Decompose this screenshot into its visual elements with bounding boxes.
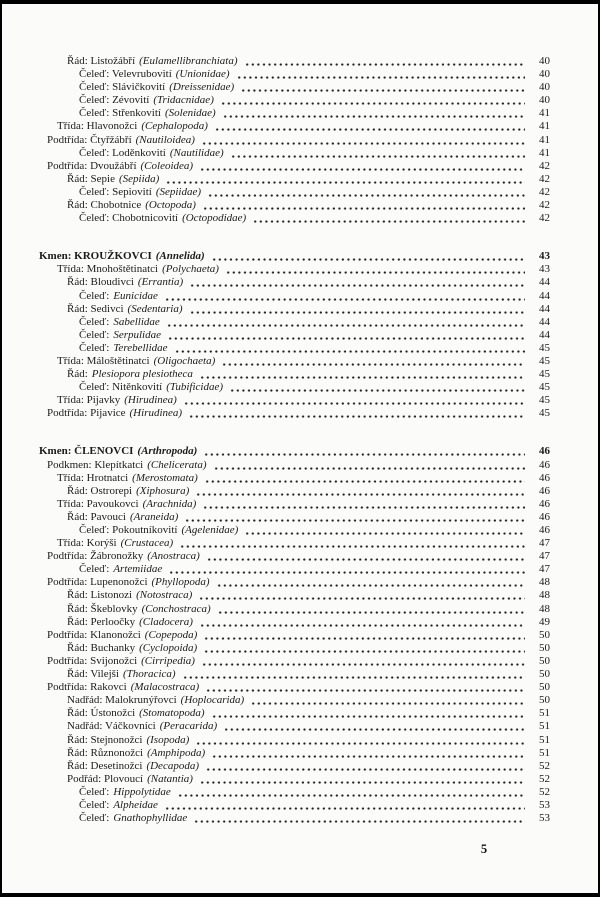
toc-entry-latin-name: (Cladocera) <box>139 615 193 628</box>
toc-entry-rank-and-name: Podtřída: Rakovci <box>47 681 127 694</box>
toc-entry-rank-and-name: Podtřída: Svijonožci <box>47 654 138 667</box>
dot-leader <box>202 134 525 147</box>
dot-leader <box>221 94 525 107</box>
dot-leader <box>207 550 525 563</box>
toc-entry-page-number: 45 <box>539 368 550 381</box>
toc-entry-page-number: 45 <box>539 381 550 394</box>
dot-leader <box>206 681 525 694</box>
toc-entry-latin-name: (Sepiidae) <box>155 185 202 198</box>
toc-entry-latin-name: (Annelida) <box>155 250 205 263</box>
toc-entry-latin-name: (Nautiloidea) <box>135 133 195 146</box>
dot-leader <box>183 668 525 681</box>
toc-entry-rank-and-name: Řád: Stejnonožci <box>67 733 143 746</box>
toc-entry-page-number: 45 <box>539 341 550 354</box>
toc-entry-latin-name: (Amphipoda) <box>147 746 206 759</box>
toc-entry-latin-name: (Oligochaeta) <box>153 354 216 367</box>
toc-entry-page-number: 53 <box>539 798 550 811</box>
toc-entry-page-number: 50 <box>539 641 550 654</box>
toc-entry-page-number: 47 <box>539 537 550 550</box>
dot-leader <box>204 642 525 655</box>
toc-entry-rank-and-name: Čeleď: <box>79 812 110 825</box>
toc-entry-rank-and-name: Řád: Sepie <box>67 172 115 185</box>
toc-row <box>67 303 550 316</box>
toc-entry-rank-and-name: Čeleď: Zévovití <box>79 94 150 107</box>
toc-entry-page-number: 46 <box>539 445 550 458</box>
toc-entry-page-number: 47 <box>539 563 550 576</box>
toc-row <box>79 381 550 394</box>
toc-entry-page-number: 45 <box>539 354 550 367</box>
toc-entry-latin-name: (Araneida) <box>129 510 179 523</box>
toc-entry-latin-name: (Decapoda) <box>146 759 199 772</box>
dot-leader <box>185 511 525 524</box>
dot-leader <box>202 655 525 668</box>
toc-row <box>67 616 550 629</box>
toc-row <box>47 134 550 147</box>
toc-entry-latin-name: (Natantia) <box>147 772 193 785</box>
toc-entry-rank-and-name: Čeleď: Nitěnkovití <box>79 381 163 394</box>
toc-entry-rank-and-name: Řád: Vilejši <box>67 668 119 681</box>
dot-leader <box>200 160 525 173</box>
dot-leader <box>206 760 525 773</box>
toc-row <box>67 760 550 773</box>
toc-entry-rank-and-name: Nadřád: Váčkovníci <box>67 720 156 733</box>
toc-entry-rank-and-name: Čeleď: <box>79 785 110 798</box>
toc-entry-page-number: 40 <box>539 81 550 94</box>
toc-entry-latin-name: (Hoplocarida) <box>180 694 245 707</box>
toc-entry-latin-name: (Phyllopoda) <box>151 576 210 589</box>
toc-entry-latin-name: (Sepiida) <box>118 172 160 185</box>
toc-row <box>79 786 550 799</box>
toc-entry-rank-and-name: Řád: Škeblovky <box>67 602 138 615</box>
toc-entry-rank-and-name: Řád: Bloudivci <box>67 276 134 289</box>
toc-entry-latin-name: Terebellidae <box>113 341 168 354</box>
dot-leader <box>196 485 525 498</box>
toc-entry-rank-and-name: Řád: Chobotnice <box>67 199 142 212</box>
toc-row <box>67 707 550 720</box>
toc-entry-rank-and-name: Řád: <box>67 368 88 381</box>
dot-leader <box>203 199 525 212</box>
dot-leader <box>199 589 525 602</box>
page-background <box>2 4 598 893</box>
toc-entry-rank-and-name: Řád: Listonozi <box>67 589 133 602</box>
dot-leader <box>180 537 525 550</box>
toc-entry-page-number: 51 <box>539 720 550 733</box>
toc-entry-rank-and-name: Čeleď: <box>79 289 110 302</box>
toc-entry-latin-name: (Malacostraca) <box>130 681 200 694</box>
toc-entry-page-number: 42 <box>539 199 550 212</box>
toc-entry-latin-name: (Chelicerata) <box>147 458 207 471</box>
toc-row <box>57 355 550 368</box>
toc-entry-page-number: 41 <box>539 133 550 146</box>
dot-leader <box>194 812 525 825</box>
dot-leader <box>212 707 525 720</box>
toc-entry-page-number: 46 <box>539 484 550 497</box>
toc-entry-latin-name: (Conchostraca) <box>141 602 211 615</box>
dot-leader <box>224 720 525 733</box>
toc-entry-latin-name: Hippolytidae <box>113 785 171 798</box>
dot-leader <box>200 368 525 381</box>
toc-entry-page-number: 45 <box>539 394 550 407</box>
toc-entry-latin-name: Alpheidae <box>113 798 158 811</box>
toc-entry-page-number: 46 <box>539 524 550 536</box>
toc-row <box>67 773 550 786</box>
toc-entry-latin-name: (Hirudinea) <box>124 394 177 407</box>
toc-entry-rank-and-name: Kmen: ČLENOVCI <box>39 445 134 458</box>
toc-entry-latin-name: (Peracarida) <box>159 720 218 733</box>
toc-entry-page-number: 42 <box>539 185 550 198</box>
toc-entry-rank-and-name: Čeleď: <box>79 328 110 341</box>
toc-entry-page-number: 44 <box>539 289 550 302</box>
toc-row <box>47 160 550 173</box>
toc-entry-page-number: 44 <box>539 302 550 315</box>
toc-entry-latin-name: (Arthropoda) <box>137 445 198 458</box>
toc-row <box>67 199 550 212</box>
toc-entry-rank-and-name: Řád: Ostrorepi <box>67 484 133 497</box>
toc-entry-rank-and-name: Řád: Různonožci <box>67 746 144 759</box>
toc-row <box>79 186 550 199</box>
toc-entry-rank-and-name: Čeleď: <box>79 798 110 811</box>
toc-entry-latin-name: (Eulamellibranchiata) <box>139 55 238 67</box>
dot-leader <box>245 524 525 537</box>
toc-entry-latin-name: (Anostraca) <box>147 550 200 563</box>
dot-leader <box>167 316 525 329</box>
toc-row <box>57 472 550 485</box>
toc-entry-rank-and-name: Řád: Sedivci <box>67 302 124 315</box>
toc-entry-latin-name: (Cirripedia) <box>141 654 195 667</box>
toc-entry-rank-and-name: Čeleď: Pokoutníkovití <box>79 524 178 536</box>
toc-row <box>79 329 550 342</box>
toc-entry-page-number: 52 <box>539 785 550 798</box>
toc-row <box>79 212 550 225</box>
dot-leader <box>204 629 525 642</box>
toc-entry-page-number: 49 <box>539 615 550 628</box>
toc-list <box>39 55 550 825</box>
toc-entry-latin-name: Eunicidae <box>113 289 158 302</box>
toc-entry-page-number: 51 <box>539 733 550 746</box>
toc-entry-page-number: 40 <box>539 55 550 67</box>
dot-leader <box>253 212 525 225</box>
toc-row <box>79 94 550 107</box>
toc-entry-rank-and-name: Čeleď: Velevrubovití <box>79 68 172 81</box>
dot-leader <box>217 576 525 589</box>
toc-row <box>79 81 550 94</box>
toc-entry-rank-and-name: Třída: Pavoukovci <box>57 497 139 510</box>
dot-leader <box>200 616 525 629</box>
toc-entry-page-number: 51 <box>539 707 550 720</box>
toc-entry-rank-and-name: Čeleď: <box>79 315 110 328</box>
toc-row <box>47 681 550 694</box>
dot-leader <box>212 250 525 263</box>
toc-entry-rank-and-name: Kmen: KROUŽKOVCI <box>39 250 152 263</box>
toc-row <box>57 537 550 550</box>
toc-entry-latin-name: (Arachnida) <box>142 497 197 510</box>
toc-row <box>79 812 550 825</box>
toc-entry-latin-name: (Merostomata) <box>132 471 198 484</box>
toc-entry-latin-name: (Dreissenidae) <box>169 81 235 94</box>
dot-leader <box>205 472 525 485</box>
dot-leader <box>190 276 525 289</box>
toc-entry-latin-name: Plesiopora plesiotheca <box>91 368 193 381</box>
dot-leader <box>178 786 525 799</box>
toc-row <box>79 342 550 355</box>
toc-entry-rank-and-name: Třída: Mnohoštětinatci <box>57 263 159 276</box>
toc-entry-page-number: 44 <box>539 328 550 341</box>
dot-leader <box>208 186 525 199</box>
toc-entry-page-number: 43 <box>539 263 550 276</box>
toc-entry-latin-name: (Agelenidae) <box>181 524 239 536</box>
dot-leader <box>241 81 525 94</box>
toc-entry-page-number: 52 <box>539 772 550 785</box>
toc-entry-page-number: 50 <box>539 681 550 694</box>
toc-entry-page-number: 50 <box>539 668 550 681</box>
toc-entry-latin-name: (Xiphosura) <box>136 484 190 497</box>
dot-leader <box>200 773 525 786</box>
toc-entry-latin-name: Sabellidae <box>113 315 160 328</box>
toc-entry-page-number: 41 <box>539 107 550 120</box>
dot-leader <box>214 459 526 472</box>
toc-entry-page-number: 52 <box>539 759 550 772</box>
toc-entry-page-number: 48 <box>539 576 550 589</box>
toc-entry-rank-and-name: Čeleď: <box>79 341 110 354</box>
toc-row <box>79 290 550 303</box>
toc-entry-rank-and-name: Třída: Pijavky <box>57 394 121 407</box>
toc-entry-latin-name: (Unionidae) <box>175 68 230 81</box>
dot-leader <box>222 355 525 368</box>
toc-entry-rank-and-name: Řád: Listožábří <box>67 55 136 67</box>
toc-entry-rank-and-name: Podtřída: Žábronožky <box>47 550 144 563</box>
toc-entry-latin-name: Artemiidae <box>113 563 163 576</box>
toc-entry-latin-name: Gnathophyllidae <box>113 812 188 825</box>
toc-row <box>79 563 550 576</box>
toc-entry-rank-and-name: Řád: Pavouci <box>67 510 126 523</box>
toc-entry-rank-and-name: Podkmen: Klepítkatci <box>47 458 144 471</box>
dot-leader <box>175 342 525 355</box>
dot-leader <box>184 394 525 407</box>
toc-entry-page-number: 48 <box>539 602 550 615</box>
toc-row <box>79 316 550 329</box>
toc-row <box>67 603 550 616</box>
toc-entry-latin-name: (Cephalopoda) <box>141 120 208 133</box>
page-number: 5 <box>480 842 488 856</box>
toc-entry-rank-and-name: Podtřída: Dvoužábří <box>47 159 137 172</box>
toc-row <box>47 550 550 563</box>
dot-leader <box>190 303 525 316</box>
toc-entry-rank-and-name: Podtřída: Lupenonožci <box>47 576 148 589</box>
toc-entry-rank-and-name: Třída: Hlavonožci <box>57 120 138 133</box>
toc-entry-latin-name: (Cyclopoida) <box>139 641 198 654</box>
dot-leader <box>166 173 525 186</box>
dot-leader <box>251 694 525 707</box>
toc-entry-rank-and-name: Čeleď: Chobotnicovití <box>79 212 179 225</box>
toc-row <box>47 576 550 589</box>
toc-entry-page-number: 45 <box>539 407 550 420</box>
dot-leader <box>245 55 526 68</box>
toc-entry-page-number: 53 <box>539 812 550 825</box>
toc-entry-rank-and-name: Řád: Buchanky <box>67 641 136 654</box>
toc-entry-page-number: 50 <box>539 654 550 667</box>
toc-entry-rank-and-name: Řád: Perloočky <box>67 615 136 628</box>
toc-entry-latin-name: (Polychaeta) <box>162 263 219 276</box>
toc-entry-page-number: 43 <box>539 250 550 263</box>
toc-row <box>79 147 550 160</box>
toc-entry-page-number: 44 <box>539 315 550 328</box>
toc-entry-rank-and-name: Čeleď: Loděnkovití <box>79 146 166 159</box>
toc-entry-page-number: 46 <box>539 471 550 484</box>
toc-row <box>79 524 550 537</box>
toc-entry-latin-name: (Sedentaria) <box>127 302 183 315</box>
toc-entry-latin-name: (Copepoda) <box>144 628 198 641</box>
toc-entry-rank-and-name: Třída: Korýši <box>57 537 117 550</box>
toc-row <box>79 68 550 81</box>
toc-entry-page-number: 42 <box>539 159 550 172</box>
toc-entry-rank-and-name: Řád: Ústonožci <box>67 707 136 720</box>
toc-entry-latin-name: (Nautilidae) <box>169 146 224 159</box>
toc-entry-rank-and-name: Třída: Máloštětinatci <box>57 354 150 367</box>
toc-entry-rank-and-name: Třída: Hrotnatci <box>57 471 129 484</box>
toc-row <box>67 734 550 747</box>
toc-row <box>47 655 550 668</box>
dot-leader <box>226 263 525 276</box>
dot-leader <box>165 799 525 812</box>
toc-entry-page-number: 41 <box>539 120 550 133</box>
dot-leader <box>231 147 525 160</box>
toc-entry-page-number: 46 <box>539 458 550 471</box>
toc-entry-rank-and-name: Podřád: Plovoucí <box>67 772 144 785</box>
toc-entry-latin-name: (Solenidae) <box>164 107 216 120</box>
toc-entry-latin-name: (Thoracica) <box>123 668 176 681</box>
toc-entry-latin-name: (Octopoda) <box>145 199 196 212</box>
toc-row <box>79 799 550 812</box>
toc-row <box>47 629 550 642</box>
toc-entry-rank-and-name: Čeleď: Střenkovití <box>79 107 161 120</box>
toc-row <box>39 250 550 263</box>
toc-row <box>67 368 550 381</box>
dot-leader <box>215 120 525 133</box>
toc-row <box>57 120 550 133</box>
toc-row <box>67 511 550 524</box>
toc-row <box>67 642 550 655</box>
dot-leader <box>203 498 525 511</box>
toc-entry-rank-and-name: Čeleď: Sepiovití <box>79 185 152 198</box>
toc-row <box>67 173 550 186</box>
toc-entry-page-number: 42 <box>539 212 550 225</box>
toc-entry-rank-and-name: Podtřída: Klanonožci <box>47 628 141 641</box>
toc-row <box>39 445 550 458</box>
dot-leader <box>237 68 525 81</box>
toc-entry-latin-name: (Errantia) <box>137 276 184 289</box>
toc-entry-rank-and-name: Nadřád: Malokrunýřovci <box>67 694 177 707</box>
toc-entry-rank-and-name: Podtřída: Pijavice <box>47 407 126 420</box>
toc-entry-latin-name: (Tubificidae) <box>166 381 224 394</box>
toc-entry-rank-and-name: Čeleď: <box>79 563 110 576</box>
toc-entry-page-number: 42 <box>539 172 550 185</box>
toc-row <box>57 263 550 276</box>
dot-leader <box>165 290 525 303</box>
dot-leader <box>169 563 525 576</box>
toc-row <box>67 668 550 681</box>
toc-entry-rank-and-name: Čeleď: Slávičkovití <box>79 81 166 94</box>
toc-entry-latin-name: Serpulidae <box>113 328 161 341</box>
toc-row <box>67 485 550 498</box>
toc-entry-latin-name: (Hirudinea) <box>129 407 183 420</box>
toc-row <box>67 276 550 289</box>
toc-entry-latin-name: (Crustacea) <box>120 537 174 550</box>
toc-row <box>67 55 550 68</box>
toc-row <box>67 747 550 760</box>
dot-leader <box>189 407 525 420</box>
toc-entry-latin-name: (Tridacnidae) <box>153 94 214 107</box>
dot-leader <box>218 603 525 616</box>
toc-entry-page-number: 44 <box>539 276 550 289</box>
toc-entry-page-number: 50 <box>539 628 550 641</box>
toc-entry-latin-name: (Isopoda) <box>146 733 190 746</box>
toc-entry-page-number: 40 <box>539 94 550 107</box>
toc-row <box>57 498 550 511</box>
toc-entry-rank-and-name: Řád: Desetinožci <box>67 759 143 772</box>
dot-leader <box>196 734 525 747</box>
toc-entry-latin-name: (Coleoidea) <box>140 159 194 172</box>
toc-row <box>47 407 550 420</box>
toc-entry-latin-name: (Octopodidae) <box>182 212 247 225</box>
dot-leader <box>230 381 525 394</box>
toc-entry-page-number: 50 <box>539 694 550 707</box>
toc-row <box>67 589 550 602</box>
toc-row <box>57 394 550 407</box>
dot-leader <box>212 747 525 760</box>
toc-entry-page-number: 46 <box>539 510 550 523</box>
toc-row <box>67 694 550 707</box>
toc-entry-page-number: 41 <box>539 146 550 159</box>
toc-entry-page-number: 40 <box>539 68 550 81</box>
toc-row <box>47 459 550 472</box>
toc-entry-page-number: 48 <box>539 589 550 602</box>
dot-leader <box>168 329 525 342</box>
toc-row <box>79 107 550 120</box>
toc-entry-rank-and-name: Podtřída: Čtyřžábří <box>47 133 132 146</box>
toc-entry-latin-name: (Stomatopoda) <box>139 707 205 720</box>
dot-leader <box>223 107 525 120</box>
dot-leader <box>204 445 525 458</box>
toc-entry-page-number: 47 <box>539 550 550 563</box>
toc-entry-page-number: 46 <box>539 497 550 510</box>
toc-entry-page-number: 51 <box>539 746 550 759</box>
toc-entry-latin-name: (Notostraca) <box>136 589 193 602</box>
toc-row <box>67 720 550 733</box>
